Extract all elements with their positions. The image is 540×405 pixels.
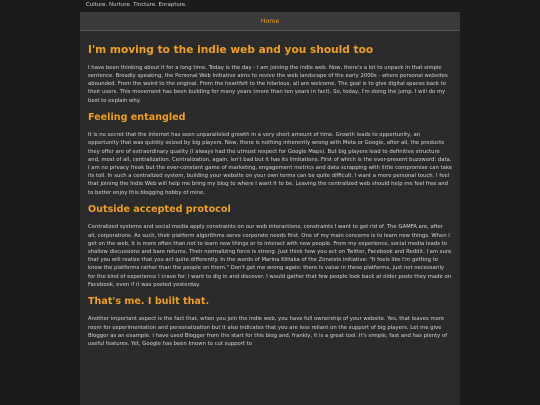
article-body — [80, 31, 460, 348]
site-tagline: Culture. Nurture. Tincture. Enrapture. — [86, 2, 187, 8]
section-paragraph-thats-me: Another important aspect is the fact that, when you join the indie web, you have full ownership of your website. Yes, that leaves more room for experimentation and personalization but it also indicates that you are less reliant on the support of big players. Let me give Blogger as an example. I have used Blogger from the start for this blog and, frankly, it is a great tool. It's simple, fast and has plenty of useful features. Yet, Google has been known to cut support to — [88, 316, 448, 348]
section-paragraph-outside-accepted-protocol: Centralized systems and social media apply constraints on our web interactions, constraints I want to get rid of. The GAMFA are, after all, corporations. As such, their platform algorithms serve corporate needs first. One of my main concerns is to learn new things. When I get on the web, it is more often than not to learn new things or to interact with new people. From my experience, social media leads to shallow discussions and bare returns. Their normalizing force is strong. Just think how you act on Twitter, Facebook and Reddit. I am sure that you will realize that you act quite differently. In the words of Marina Kittaka of the Zoneists initiative: "It feels like I'm getting to know the platforms rather than the people on them." Don't get me wrong again: there is value in these platforms, just not necessarily for the kind of experience I crave for. I want to dig in and discover. I would gather that few people look back at older posts they made on Facebook, even if it was posted yesterday. — [88, 224, 452, 288]
article-container — [80, 31, 460, 405]
section-heading-thats-me: That's me. I built that. — [88, 295, 210, 307]
section-heading-outside-accepted-protocol: Outside accepted protocol — [88, 203, 231, 215]
top-bar — [0, 0, 540, 12]
main-nav — [80, 12, 460, 31]
article-title: I'm moving to the indie web and you should too — [88, 44, 374, 56]
section-heading-feeling-entangled: Feeling entangled — [88, 111, 186, 123]
section-paragraph-feeling-entangled: It is no secret that the Internet has seen unparalleled growth in a very short amount of time. Growth leads to opportunity, an opportunity that was quickly seized by big players. Now, there is nothing inherently wrong with Meta or Google, after all, the products they offer are of extraordinary quality (I always had the utmost respect for Google Maps). But big players lead to definitive structure and, most of all, centralization. Centralization, again, isn't bad but it has its limitations. First of which is the ever-present buzzword: data. I am no privacy freak but the ever-constant game of marketing, engagement metrics and data scrapping with little compromise can take its toll. In such a centralized system, building your website on your own terms can be quite difficult. I want a more personal touch. I feel that joining the Indie Web will help me bring my blog to where I want it to be. Leaving the centralized web should help me feel free and to better enjoy this blogging hobby of mine. — [88, 132, 452, 196]
nav-home-link[interactable]: Home — [260, 17, 280, 25]
article-intro-paragraph: I have been thinking about it for a long time. Today is the day - I am joining the indie web. Now, there's a lot to unpack in that simple sentence. Broadly speaking, the Personal Web Initiative aims to revive the web landscape of the early 2000s - where personal websites abounded. From the weird to the original. From the heartfelt to the hilarious, all are welcome. The goal is to give digital spaces back to their users. This movement has been building for many years (more than ten years in fact). So, today, I'm doing the jump. I will do my best to explain why. — [88, 64, 448, 104]
